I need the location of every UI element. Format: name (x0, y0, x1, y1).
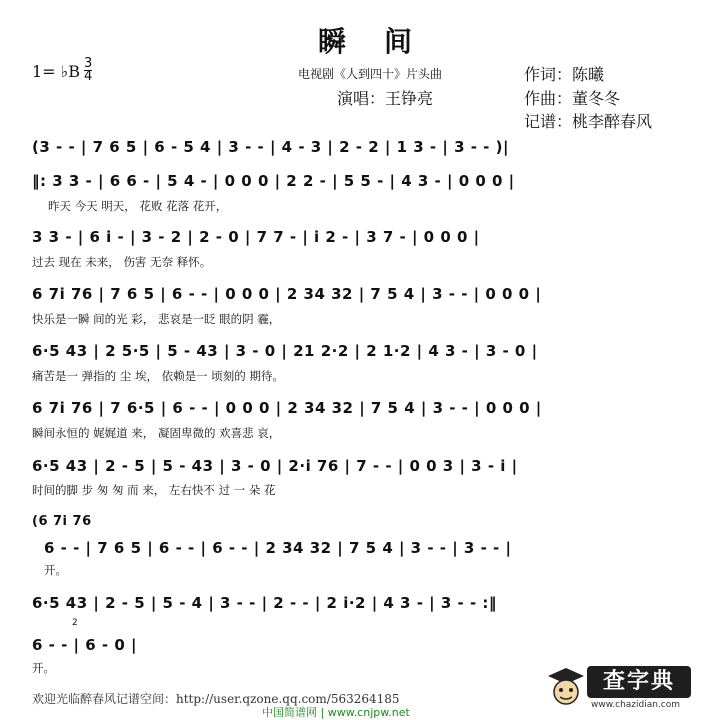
logo-url: www.chazidian.com (591, 700, 681, 710)
score-row-6-notes: 6 7i 76 | 7 6·5 | 6 - - | 0 0 0 | 2 34 32 | 7 5 4 | 3 - - | 0 0 0 | (32, 399, 542, 417)
score-row-9-notes: 6·5 43 | 2 - 5 | 5 - 4 | 3 - - | 2 - - | 2 i·2 | 4 3 - | 3 - - :‖ (32, 594, 497, 612)
time-signature (84, 58, 92, 83)
score-row-6-lyrics: 瞬间永恒的 娓娓道 来， 凝固卑微的 欢喜悲 哀， (32, 426, 281, 440)
footer-site-text: 中国简谱网 | www.cnjpw.net (262, 706, 410, 719)
score-row-8-notes: 6 - - | 7 6 5 | 6 - - | 6 - - | 2 34 32 | 7 5 4 | 3 - - | 3 - - | (44, 539, 512, 557)
score-row-10-notes: 6 - - | 6 - 0 | (32, 636, 137, 654)
time-sig-bottom: 4 (84, 69, 93, 84)
score-row-7-lyrics: 时间的脚 步 匆 匆 而 来， 左右快不 过 一 朵 花 (32, 483, 276, 497)
score-row-2-notes: ‖: 3 3 - | 6 6 - | 5 4 - | 0 0 0 | 2 2 - | 5 5 - | 4 3 - | 0 0 0 | (32, 172, 515, 190)
score-row-4-lyrics: 快乐是一瞬 间的光 彩， 悲哀是一眨 眼的阴 霾， (32, 312, 281, 326)
score-row-3-lyrics: 过去 现在 未来， 伤害 无奈 释怀。 (32, 255, 212, 269)
page-title: 瞬间 (318, 25, 451, 58)
score-row-8-lyrics: 开。 (44, 563, 67, 577)
time-sig-top: 3 (84, 56, 93, 71)
score-row-8-prefix: (6 7i 76 (32, 514, 92, 529)
score-row-5-notes: 6·5 43 | 2 5·5 | 5 - 43 | 3 - 0 | 21 2·2 | 2 1·2 | 4 3 - | 3 - 0 | (32, 342, 538, 360)
score-row-3-notes: 3 3 - | 6 i - | 3 - 2 | 2 - 0 | 7 7 - | i 2 - | 3 7 - | 0 0 0 | (32, 228, 480, 246)
score-row-5-lyrics: 痛苦是一 弹指的 尘 埃， 依赖是一 顷刻的 期待。 (32, 369, 284, 383)
transcriber: 记谱：桃李醉春风 (524, 112, 653, 131)
chazidian-logo (545, 662, 695, 712)
tie-mark: 2 (72, 618, 78, 628)
key-signature: 1= ♭B (32, 62, 80, 81)
composer: 作曲：董冬冬 (524, 89, 621, 108)
score-row-7-notes: 6·5 43 | 2 - 5 | 5 - 43 | 3 - 0 | 2·i 76 | 7 - - | 0 0 3 | 3 - i | (32, 457, 518, 475)
footer-url-text: 欢迎光临醉春风记谱空间：http://user.qzone.qq.com/563264185 (32, 692, 400, 706)
score-row-10-lyrics: 开。 (32, 661, 55, 675)
score-row-2-lyrics: 昨天 今天 明天， 花败 花落 花开， (48, 199, 228, 213)
lyricist: 作词：陈曦 (524, 65, 605, 84)
logo-label: 查字典 (587, 666, 691, 698)
subtitle: 电视剧《人到四十》片头曲 (298, 67, 443, 81)
graduate-face-icon (547, 666, 585, 706)
score-row-4-notes: 6 7i 76 | 7 6 5 | 6 - - | 0 0 0 | 2 34 32 | 7 5 4 | 3 - - | 0 0 0 | (32, 285, 542, 303)
singer: 演唱：王铮亮 (337, 89, 434, 108)
score-row-1-notes: (3 - - | 7 6 5 | 6 - 5 4 | 3 - - | 4 - 3 | 2 - 2 | 1 3 - | 3 - - )| (32, 138, 509, 156)
